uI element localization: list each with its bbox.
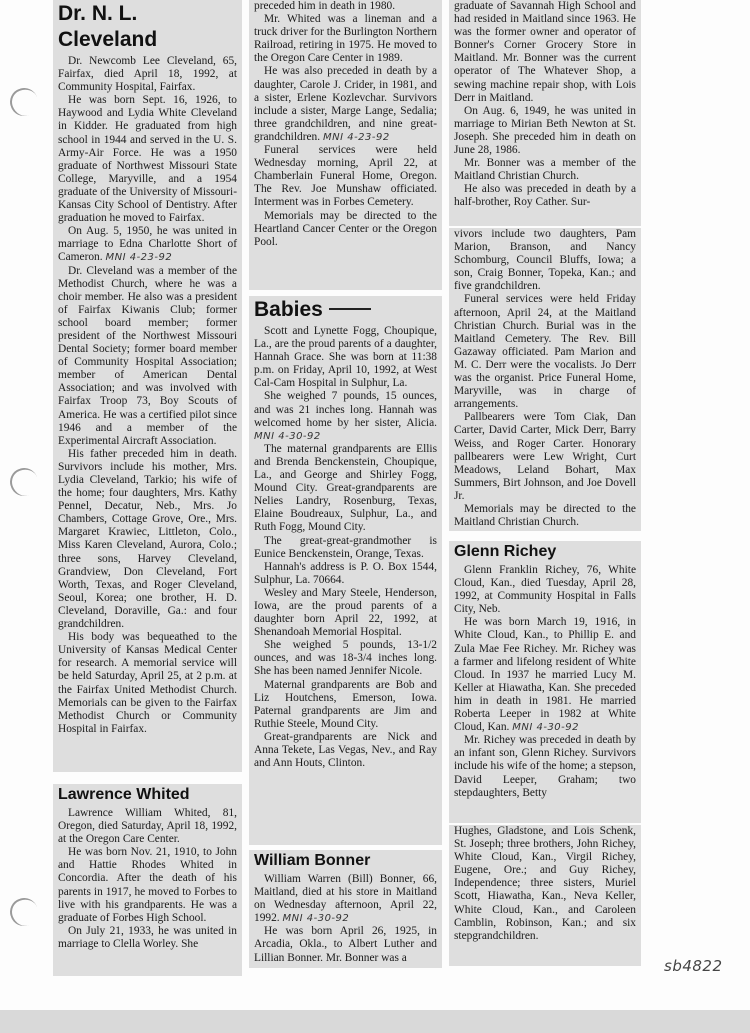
paragraph-text: He was born March 19, 1916, in White Cloud, Kan., to Phillip E. and Zula Mae Fee Richey. Mr. Richey was a farmer and lifelong resident of White Cloud. In 1937 he married Lucy M. Keller at Hiawatha, Kan. She preceded him in death in 1981. He married Roberta Leeper in 1982 at White Cloud, Kan. <box>454 616 636 734</box>
paragraph: On Aug. 6, 1949, he was united in marriage to Mirian Beth Newton at St. Joseph. She preceded him in death on June 28, 1986. <box>454 104 636 157</box>
headline-text: Babies <box>254 298 323 321</box>
paragraph: Dr. Newcomb Lee Cleveland, 65, Fairfax, died April 18, 1992, at Community Hospital, Fairfax. <box>58 55 237 94</box>
paragraph <box>254 65 437 144</box>
paragraph: Funeral services were held Wednesday morning, April 22, at Chamberlain Funeral Home, Oregon. The Rev. Joe Munshaw officiated. Interment was in Forbes Cemetery. <box>254 144 437 209</box>
handwritten-date-note: MNI 4-23-92 <box>322 131 390 143</box>
paragraph: Hannah's address is P. O. Box 1544, Sulphur, La. 70664. <box>254 560 437 586</box>
headline-babies <box>254 296 437 325</box>
obituary-bonner-continued-2 <box>449 228 641 531</box>
handwritten-date-note: MNI 4-30-92 <box>254 430 321 442</box>
paragraph: His body was bequeathed to the University of Kansas Medical Center for research. A memorial service will be held Saturday, April 25, at 2 p.m. at the Fairfax United Methodist Church. Memorials can be given to the Fairfax Methodist Church or Community Hospital in Fairfax. <box>58 631 237 735</box>
paragraph <box>58 225 237 264</box>
scanner-edge-strip <box>0 1010 750 1033</box>
paragraph: He was born Nov. 21, 1910, to John and Hattie Rhodes Whited in Concordia. After the death of his parents in 1917, he moved to Forbes to live with his grandparents. He was a graduate of Forbes High School. <box>58 846 237 924</box>
obituary-whited-start <box>53 784 242 976</box>
paragraph: Mr. Whited was a lineman and a truck driver for the Burlington Northern Railroad, retiring in 1975. He moved to the Oregon Care Center in 1989. <box>254 13 437 65</box>
paragraph: On July 21, 1933, he was united in marriage to Clella Worley. She <box>58 924 237 950</box>
paragraph: Scott and Lynette Fogg, Choupique, La., are the proud parents of a daughter, Hannah Grace. She was born at 11:38 p.m. on Friday, April 10, 1992, at West Cal-Cam Hospital in Sulphur, La. <box>254 325 437 390</box>
paragraph: vivors include two daughters, Pam Marion, Branson, and Nancy Schomburg, Council Bluffs, Iowa; a son, Craig Bonner, Topeka, Kan.; and five grandchildren. <box>454 228 636 293</box>
obituary-cleveland <box>53 0 242 772</box>
paragraph: Memorials may be directed to the Heartland Cancer Center or the Oregon Pool. <box>254 209 437 248</box>
paragraph: The great-great-grandmother is Eunice Benckenstein, Orange, Texas. <box>254 534 437 560</box>
catalog-number: sb4822 <box>664 957 723 975</box>
paragraph: Dr. Cleveland was a member of the Methodist Church, where he was a choir member. He also was a president of Fairfax Kiwanis Club; former school board member; former president of the Northwest Missouri Dental Society; former board member of Community Hospital Association; member of American Dental Association; and was involved with Fairfax Troop 73, Boy Scouts of America. He was a certified pilot since 1946 and a member of the Experimental Aircraft Association. <box>58 264 237 447</box>
paragraph: The maternal grandparents are Ellis and Brenda Benckenstein, Choupique, La., and George and Shirley Fogg, Mound City. Great-grandparents are Nelies Landry, Rosenburg, Texas, Elaine Boudreaux, Sulphur, La., and Ruth Fogg, Mound City. <box>254 442 437 534</box>
headline-bonner: William Bonner <box>254 852 371 869</box>
paragraph <box>254 873 437 925</box>
paragraph: Wesley and Mary Steele, Henderson, Iowa, are the proud parents of a daughter born April 22, 1992, at Shenandoah Memorial Hospital. <box>254 586 437 639</box>
paragraph-text: He was also preceded in death by a daughter, Carole J. Crider, in 1981, and a sister, Erlene Kozlevchar. Survivors include a sister, Marge Lange, Sedalia; three grandchildren, and nine great-grandchildren. <box>254 65 437 143</box>
paragraph: Glenn Franklin Richey, 76, White Cloud, Kan., died Tuesday, April 28, 1992, at Community Hospital in Falls City, Neb. <box>454 564 636 616</box>
paragraph-text: On Aug. 5, 1950, he was united in marriage to Edna Charlotte Short of Cameron. <box>58 225 237 264</box>
handwritten-date-note: MNI 4-30-92 <box>512 722 579 734</box>
paragraph <box>454 616 636 734</box>
paragraph: He also was preceded in death by a half-brother, Roy Cather. Sur- <box>454 183 636 209</box>
headline-richey: Glenn Richey <box>454 543 557 560</box>
paragraph <box>254 390 437 442</box>
headline-whited: Lawrence Whited <box>58 786 190 803</box>
obituary-bonner-start <box>249 850 442 968</box>
paragraph: Mr. Bonner was a member of the Maitland Christian Church. <box>454 157 636 183</box>
paragraph: Memorials may be directed to the Maitland Christian Church. <box>454 502 636 529</box>
handwritten-date-note: MNI 4-23-92 <box>105 252 173 264</box>
obituary-whited-continued <box>249 0 442 290</box>
paragraph: Lawrence William Whited, 81, Oregon, died Saturday, April 18, 1992, at the Oregon Care Center. <box>58 807 237 846</box>
babies-section <box>249 296 442 845</box>
paragraph: Funeral services were held Friday afternoon, April 24, at the Maitland Christian Church. Burial was in the Maitland Cemetery. The Rev. Bill Gazaway officiated. Pam Marion and M. C. Derr were the vocalists. Jo Derr was the organist. Price Funeral Home, Maryville, was in charge of arrangements. <box>454 293 636 411</box>
paragraph: He was born April 26, 1925, in Arcadia, Okla., to Albert Luther and Lillian Bonner. Mr. Bonner was a <box>254 925 437 964</box>
paragraph: Mr. Richey was preceded in death by an infant son, Glenn Richey. Survivors include his wife of the home; a stepson, David Leeper, Graham; two stepdaughters, Betty <box>454 734 636 799</box>
paragraph-text: William Warren (Bill) Bonner, 66, Maitland, died at his store in Maitland on Wednesday afternoon, April 22, 1992. <box>254 873 437 925</box>
paragraph: preceded him in death in 1980. <box>254 0 396 12</box>
paragraph: He was born Sept. 16, 1926, to Haywood and Lydia White Cleveland in Kidder. He graduated from high school in 1944 and served in the U. S. Army-Air Force. He was a 1950 graduate of Northwest Missouri State College, Maryville, and a 1954 graduate of the University of Missouri-Kansas City School of Dentistry. After graduation he moved to Fairfax. <box>58 94 237 225</box>
paragraph: She weighed 5 pounds, 13-1/2 ounces, and was 18-3/4 inches long. She has been named Jennifer Nicole. <box>254 639 437 678</box>
heading-rule <box>329 308 371 310</box>
handwritten-date-note: MNI 4-30-92 <box>282 913 350 925</box>
headline-cleveland: Dr. N. L. Cleveland <box>58 2 158 51</box>
paragraph: Hughes, Gladstone, and Lois Schenk, St. Joseph; three brothers, John Richey, White Cloud, Kan., Virgil Richey, Eugene, Ore.; and Guy Richey, Independence; three sisters, Muriel Scott, Hiawatha, Kan., Neva Keller, White Cloud, Kan., and Caroleen Camblin, Robinson, Kan.; and six stepgrandchildren. <box>454 825 636 942</box>
paragraph: Great-grandparents are Nick and Anna Tekete, Las Vegas, Nev., and Ray and Ann Houts, Clinton. <box>254 730 437 770</box>
paragraph: Pallbearers were Tom Ciak, Dan Carter, David Carter, Mick Derr, Barry Weiss, and Roger Carter. Honorary pallbearers were Lew Wright, Curt Meadows, Leland Bohart, Max Summers, Birt Johnson, and Joe Dovell Jr. <box>454 411 636 502</box>
obituary-bonner-continued-1 <box>449 0 641 226</box>
paragraph: graduate of Savannah High School and had resided in Maitland since 1963. He was the former owner and operator of Bonner's Corner Grocery Store in Maitland. Mr. Bonner was the current operator of The Whatever Shop, a sewing machine repair shop, with Lois Derr in Maitland. <box>454 0 636 104</box>
obituary-richey-continued <box>449 825 641 966</box>
paragraph: His father preceded him in death. Survivors include his mother, Mrs. Lydia Cleveland, Tarkio; his wife of the home; four daughters, Mrs. Kathy Pennel, Decatur, Neb., Mrs. Jo Chambers, Cottage Grove, Ore., Mrs. Margaret Krawiec, Littleton, Colo., Miss Karen Cleveland, Aurora, Colo.; three sons, Harvey Cleveland, Grandview, Don Cleveland, Fort Worth, Texas, and Roger Cleveland, Seoul, Korea; one brother, H. D. Cleveland, Doraville, Ga.: and four grandchildren. <box>58 447 237 631</box>
paragraph-text: She weighed 7 pounds, 15 ounces, and was 21 inches long. Hannah was welcomed home by her sister, Alicia. <box>254 390 437 429</box>
obituary-richey <box>449 541 641 823</box>
paragraph: Maternal grandparents are Bob and Liz Houtchens, Emerson, Iowa. Paternal grandparents are Jim and Ruthie Steele, Mound City. <box>254 678 437 730</box>
